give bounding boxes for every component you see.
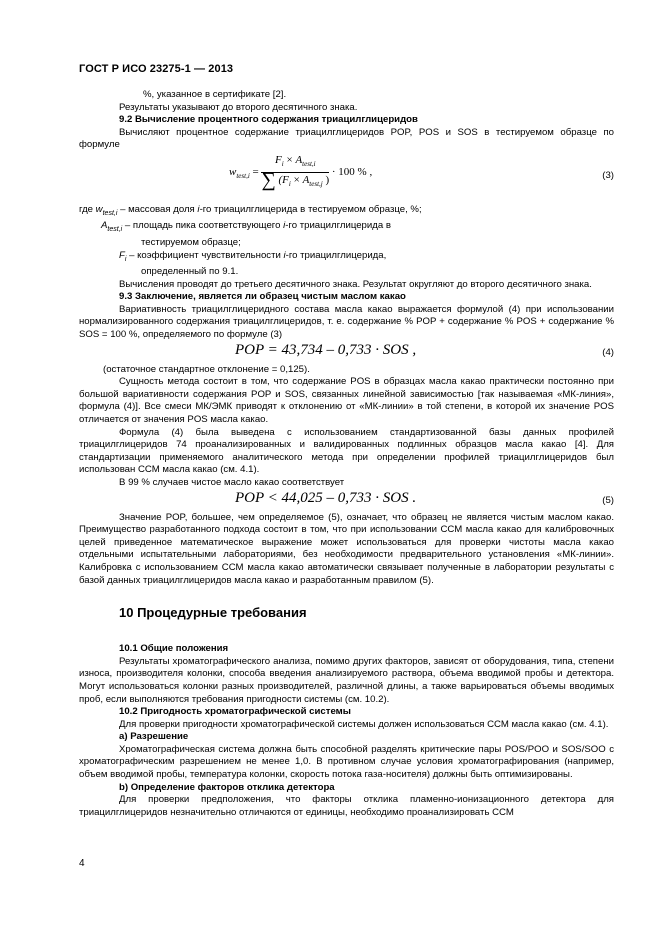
section-heading-10-1: 10.1 Общие положения xyxy=(119,643,229,655)
paragraph: Результаты указывают до второго десятичного знака. xyxy=(119,101,358,113)
formula-note: (остаточное стандартное отклонение = 0,125). xyxy=(103,363,310,375)
paragraph: Вариативность триацилглицеридного состава масла какао выражается формулой (4) при использовании нормализированного содержания триацилглицеридов, т. е. содержание % POP + содержание % POS + содержание % SOS = 100 %, определяемого по формуле (3) xyxy=(79,303,614,341)
paragraph: Хроматографическая система должна быть способной разделять критические пары POS/POO и SOS/SOO с хроматографическим разрешением не менее 1,0. В противном случае условия хроматографирования (например, объем вводимой пробы, температура колонки, скорость потока газа-носителя) должны быть оптимизированы. xyxy=(79,743,614,781)
subsection-heading-b: b) Определение факторов отклика детектора xyxy=(119,781,335,793)
paragraph: Для проверки пригодности хроматографической системы должен использоваться ССМ масла какао (см. 4.1). xyxy=(119,718,609,730)
formula-4 xyxy=(79,342,614,364)
symbol-definitions xyxy=(79,204,614,279)
formula-number: (4) xyxy=(602,346,614,358)
definition-a-continuation: тестируемом образце; xyxy=(141,236,241,248)
formula-number: (3) xyxy=(602,169,614,181)
definition-w: где $w_{test,i}$ – массовая доля i-го триацилглицерида в тестируемом образце, %; xyxy=(79,203,422,217)
paragraph: Вычисляют процентное содержание триацилглицеридов POP, POS и SOS в тестируемом образце по формуле xyxy=(79,126,614,151)
paragraph: Значение POP, большее, чем определяемое (5), означает, что образец не является чистым маслом какао. Преимущество разработанного подхода состоит в том, что при использовании ССМ масла какао для калибровочных целей приведенное математическое выражение может использоваться для проверки чистоты масла какао отдельными испытательными лабораториями, без необходимости предварительного установления «МК-линии». Калибровка с использованием ССМ масла какао автоматически связывает полученные в лаборатории результаты с базой данных триацилглицеридов масла какао и разработанным правилом (5). xyxy=(79,511,614,586)
paragraph: Для проверки предположения, что факторы отклика пламенно-ионизационного детектора для триацилглицеридов незначительно отличаются от единицы, необходимо проанализировать ССМ xyxy=(79,794,614,818)
document-body xyxy=(79,89,614,819)
subsection-heading-a: а) Разрешение xyxy=(119,731,189,743)
paragraph: Формула (4) была выведена с использованием стандартизованной базы данных профилей триацилглицеридов 74 проанализированных и валидированных подлинных образцов масла какао [4]. Для стандартизации применяемого аналитического метода при определении профилей триацилглицеридов был использован ССМ масла какао (см. 4.1). xyxy=(79,426,614,476)
section-heading-9-2: 9.2 Вычисление процентного содержания триацилглицеридов xyxy=(119,114,418,126)
section-heading-10-2: 10.2 Пригодность хроматографической системы xyxy=(119,706,351,718)
formula-5-expression: POP < 44,025 – 0,733 · SOS . xyxy=(235,489,417,506)
paragraph: Сущность метода состоит в том, что содержание POS в образцах масла какао практически постоянно при большой вариативности содержания POP и SOS, связанных линейной зависимостью [так называемая «МК-линия», формула (4)]. Все смеси МК/ЭМК приводят к отклонению от «МК-линии» в той степени, в которой их значение POS отличается от значения POS масла какао. xyxy=(79,376,614,425)
paragraph: Результаты хроматографического анализа, помимо других факторов, зависят от оборудования, типа, степени износа, производителя колонки, способа введения анализируемого раствора, объема вводимой пробы и детектора. Могут использоваться колонки разных производителей, различной длины, а также варьироваться объемы вводимых проб, если выполняются требования пригодности системы (см. 10.2). xyxy=(79,655,614,705)
formula-fraction: $\frac{F_i \times A_{test,i}}{\sum (F_i \times A_{test,j} )}$ xyxy=(261,153,330,191)
sentence-continuation: %, указанное в сертификате [2]. xyxy=(143,89,287,100)
definition-f: $F_i$ – коэффициент чувствительности i-го триацилглицерида, xyxy=(119,249,387,263)
section-heading-10: 10 Процедурные требования xyxy=(119,605,307,621)
definition-a: $A_{test,i}$ – площадь пика соответствующего i-го триацилглицерида в xyxy=(101,220,391,234)
paragraph: В 99 % случаев чистое масло какао соответствует xyxy=(119,476,345,488)
definition-f-continuation: определенный по 9.1. xyxy=(141,266,239,278)
page-number: 4 xyxy=(79,858,85,869)
paragraph: Вычисления проводят до третьего десятичного знака. Результат округляют до второго десятичного знака. xyxy=(119,278,592,290)
formula-3-expression: $w_{test,i}$ = $\frac{F_i \times A_{test,i}}{\sum (F_i \times A_{test,j} )}$ · 100 % , xyxy=(229,153,373,191)
section-heading-9-3: 9.3 Заключение, является ли образец чистым маслом какао xyxy=(119,291,406,303)
formula-number: (5) xyxy=(602,494,614,506)
formula-3 xyxy=(79,152,614,204)
document-header: ГОСТ Р ИСО 23275-1 — 2013 xyxy=(79,63,234,75)
formula-5 xyxy=(79,490,614,512)
formula-4-expression: POP = 43,734 – 0,733 · SOS , xyxy=(235,341,417,358)
